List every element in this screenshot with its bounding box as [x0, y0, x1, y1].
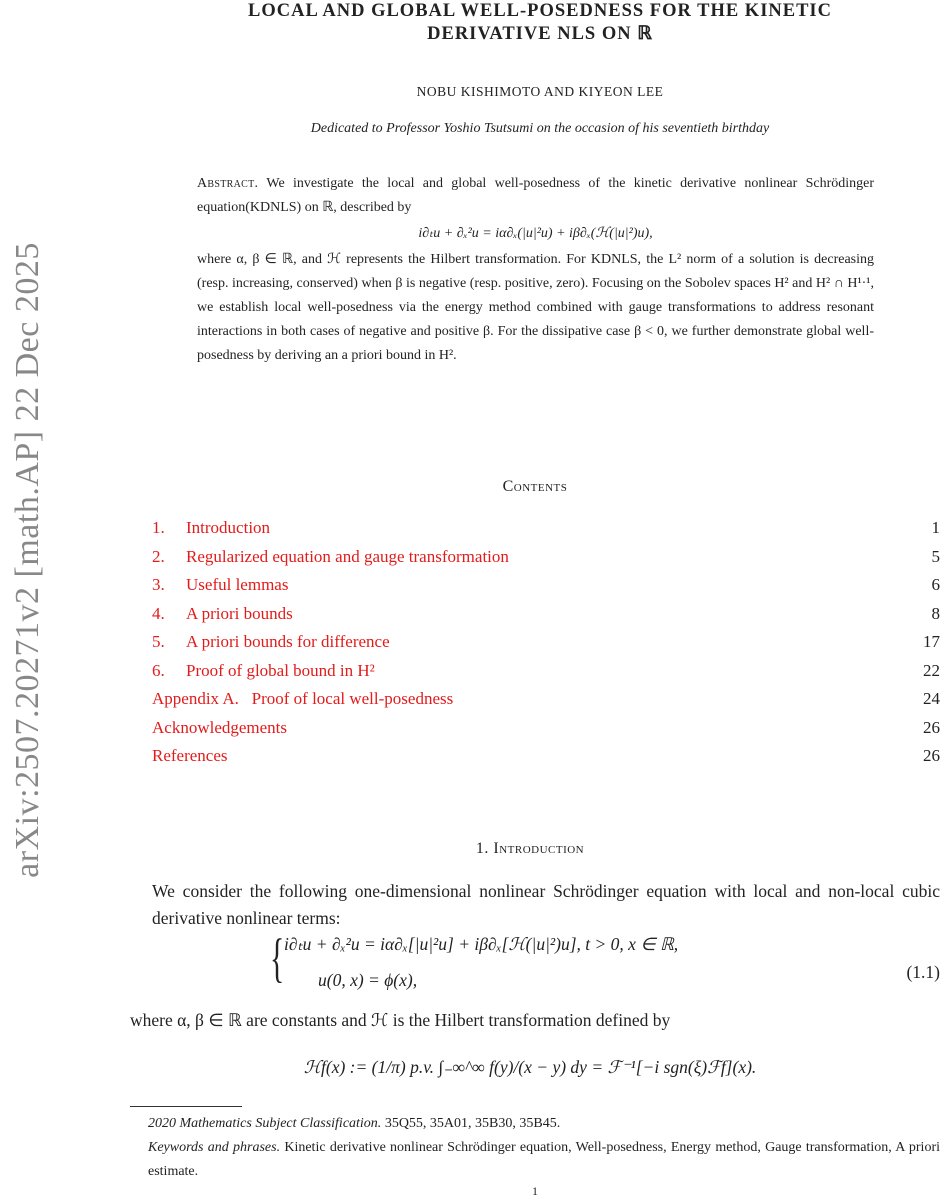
arxiv-identifier-stamp: arXiv:2507.20271v2 [math.AP] 22 Dec 2025: [9, 242, 46, 878]
title-line-1: LOCAL AND GLOBAL WELL-POSEDNESS FOR THE KINETIC: [248, 1, 832, 21]
msc-label: 2020 Mathematics Subject Classification.: [148, 1116, 382, 1131]
toc-entry[interactable]: [152, 571, 940, 600]
toc-entry-page: 5: [931, 546, 940, 566]
toc-entry[interactable]: [152, 657, 940, 686]
left-brace: {: [270, 928, 285, 988]
toc-entry-label: References: [152, 746, 228, 765]
intro-para-2: where α, β ∈ ℝ are constants and ℋ is the Hilbert transformation defined by: [130, 1010, 671, 1030]
title-line-2: DERIVATIVE NLS ON ℝ: [427, 24, 653, 44]
toc-entry[interactable]: [152, 628, 940, 657]
abstract-intro: We investigate the local and global well-posedness of the kinetic derivative nonlinear Schrödinger equation(KDNLS) on ℝ, described by: [197, 176, 874, 215]
toc-entry-page: 6: [931, 575, 940, 594]
toc-entry-link[interactable]: [152, 547, 509, 566]
page-number: 1: [532, 1184, 538, 1198]
toc-entry[interactable]: [152, 685, 940, 714]
toc-entry-page: 26: [923, 746, 940, 765]
toc-entry-label: Useful lemmas: [186, 575, 289, 594]
table-of-contents: [152, 514, 940, 771]
keywords-label: Keywords and phrases.: [148, 1140, 281, 1155]
intro-paragraph: [130, 878, 940, 932]
footnotes: [130, 1112, 940, 1184]
system-equation-line-2: u(0, x) = ϕ(x),: [318, 970, 418, 990]
abstract-body: where α, β ∈ ℝ, and ℋ represents the Hilbert transformation. For KDNLS, the L² norm of a solution is decreasing (resp. increasing, conserved) when β is negative (resp. positive, zero). Focusing on the Sobolev spaces H² and H² ∩ H¹·¹, we establish local well-posedness via the energy method combined with gauge transformations to address resonant interactions in both cases of negative and positive β. For the dissipative case β < 0, we further demonstrate global well-posedness by deriving an a priori bound in H².: [197, 252, 874, 363]
footnote-divider: [130, 1106, 242, 1107]
section-number: 1.: [475, 840, 489, 857]
toc-entry-link[interactable]: [152, 575, 288, 594]
toc-entry-number: 3.: [152, 575, 165, 594]
footnote-msc: [130, 1112, 940, 1136]
keywords: Kinetic derivative nonlinear Schrödinger equation, Well-posedness, Energy method, Gauge transformation, A priori estimate.: [148, 1140, 940, 1179]
toc-entry-number: 1.: [152, 518, 165, 537]
toc-entry-page: 22: [923, 660, 940, 680]
hilbert-transform-definition: ℋf(x) := (1/π) p.v. ∫₋∞^∞ f(y)/(x − y) dy = ℱ⁻¹[−i sgn(ξ)ℱf](x).: [303, 1057, 757, 1077]
toc-entry-number: 4.: [152, 603, 165, 623]
intro-para-1: We consider the following one-dimensional nonlinear Schrödinger equation with local and non-local cubic derivative nonlinear terms:: [152, 881, 940, 928]
toc-entry-link[interactable]: [152, 518, 270, 537]
footnote-keywords: [130, 1136, 940, 1184]
toc-entry-number: 6.: [152, 660, 165, 680]
abstract-label: Abstract.: [197, 176, 259, 191]
abstract-equation: i∂ₜu + ∂ₓ²u = iα∂ₓ(|u|²u) + iβ∂ₓ(ℋ(|u|²)u),: [418, 226, 653, 241]
toc-entry[interactable]: [152, 714, 940, 743]
toc-entry-label: A priori bounds for difference: [186, 632, 390, 651]
dedication: Dedicated to Professor Yoshio Tsutsumi on the occasion of his seventieth birthday: [310, 121, 770, 136]
toc-entry-label: Introduction: [186, 518, 271, 537]
paper-authors: NOBU KISHIMOTO AND KIYEON LEE: [416, 84, 664, 99]
abstract-intro-para: [197, 172, 874, 220]
toc-entry-label: Proof of global bound in H²: [186, 660, 375, 680]
toc-entry-link[interactable]: [152, 746, 228, 765]
toc-entry-label: A priori bounds: [186, 603, 293, 623]
equation-number: (1.1): [906, 962, 940, 982]
toc-entry[interactable]: [152, 742, 940, 771]
toc-entry-link[interactable]: [152, 604, 293, 623]
toc-entry-label: Appendix A. Proof of local well-posedness: [152, 689, 454, 708]
paper-title: [150, 0, 930, 46]
abstract: [197, 172, 874, 368]
toc-entry-page: 26: [923, 717, 940, 737]
toc-entry-page: 1: [931, 518, 940, 537]
toc-entry-link[interactable]: [152, 689, 453, 708]
toc-entry-page: 8: [931, 603, 940, 623]
contents-heading: Contents: [502, 478, 568, 495]
system-equation-line-1: i∂ₜu + ∂ₓ²u = iα∂ₓ[|u|²u] + iβ∂ₓ[ℋ(|u|²)u], t > 0, x ∈ ℝ,: [284, 934, 679, 954]
toc-entry-link[interactable]: [152, 632, 390, 651]
toc-entry-link[interactable]: [152, 718, 287, 737]
toc-entry-number: 2.: [152, 546, 165, 566]
toc-entry-link[interactable]: [152, 661, 375, 680]
toc-entry-page: 17: [923, 632, 940, 651]
toc-entry[interactable]: [152, 543, 940, 572]
section-title: Introduction: [493, 840, 585, 857]
section-heading-introduction: [130, 840, 930, 858]
toc-entry-page: 24: [923, 689, 940, 708]
toc-entry-number: 5.: [152, 632, 165, 651]
toc-entry-label: Regularized equation and gauge transformation: [186, 546, 509, 566]
msc-codes: 35Q55, 35A01, 35B30, 35B45.: [384, 1116, 561, 1131]
toc-entry[interactable]: [152, 514, 940, 543]
toc-entry-label: Acknowledgements: [152, 717, 288, 737]
toc-entry[interactable]: [152, 600, 940, 629]
